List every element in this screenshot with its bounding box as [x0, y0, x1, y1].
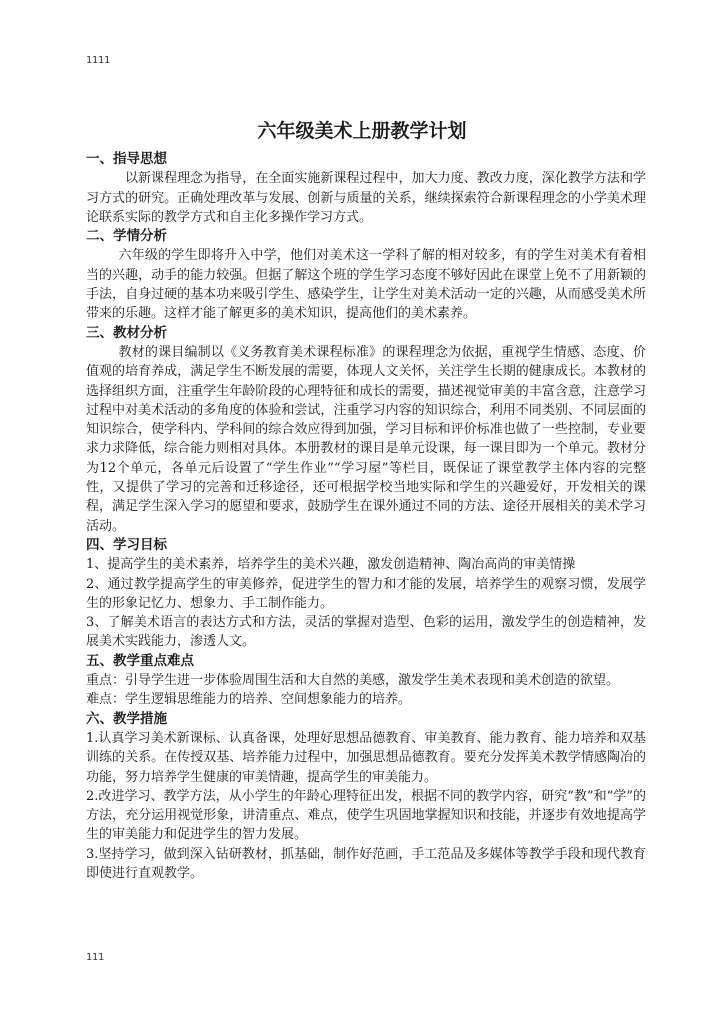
section-guiding-ideology — [86, 150, 646, 227]
section-student-analysis — [86, 227, 646, 323]
paragraph: 教材的课目编制以《义务教育美术课程标准》的课程理念为依据，重视学生情感、态度、价值观的培育养成，满足学生不断发展的需要，体现人文关怀，关注学生长期的健康成长。本教材的选择组织方面，注重学生年龄阶段的心理特征和成长的需要，描述视觉审美的丰富含意，注意学习过程中对美术活动的多角度的体验和尝试，注重学习内容的知识综合，利用不同类别、不同层面的知识综合，使学科内、学科间的综合效应得到加强，学习目标和评价标准也做了一些控制，专业要求力求降低，综合能力则相对具体。本册教材的课目是单元设课，每一课目即为一个单元。教材分为12个单元，各单元后设置了“学生作业”“学习屋”等栏目，既保证了课堂教学主体内容的完整性，又提供了学习的完善和迁移途径，还可根据学校当地实际和学生的兴趣爱好，开发相关的课程，满足学生深入学习的愿望和要求，鼓励学生在课外通过不同的方法、途径开展相关的美术学习活动。 — [86, 344, 646, 534]
section-heading: 四、学习目标 — [86, 536, 167, 553]
measure-item: 3.坚持学习，做到深入钻研教材，抓基础，制作好范画，手工范品及多媒体等教学手段和现代教育即使进行直观教学。 — [86, 846, 646, 881]
section-key-difficult-points — [86, 652, 646, 710]
paragraph: 六年级的学生即将升入中学，他们对美术这一学科了解的相对较多，有的学生对美术有着相当的兴趣，动手的能力较强。但据了解这个班的学生学习态度不够好因此在课堂上免不了用新颖的手法，自身过硬的基本功来吸引学生、感染学生，让学生对美术活动一定的兴趣，从而感受美术所带来的乐趣。这样才能了解更多的美术知识，提高他们的美术素养。 — [86, 248, 646, 322]
section-heading: 二、学情分析 — [86, 228, 167, 245]
section-heading: 六、教学措施 — [86, 710, 167, 727]
goal-item: 1、提高学生的美术素养，培养学生的美术兴趣，激发创造精神、陶冶高尚的审美情操 — [86, 557, 576, 573]
key-point: 重点：引导学生进一步体验周围生活和大自然的美感，激发学生美术表现和美术创造的欲望。 — [86, 673, 620, 689]
goal-item: 3、了解美术语言的表达方式和方法，灵活的掌握对造型、色彩的运用，激发学生的创造精神，发展美术实践能力，渗透人文。 — [86, 615, 646, 650]
section-heading: 一、指导思想 — [86, 151, 167, 167]
page-footer-mark: 111 — [86, 952, 105, 963]
measure-item: 2.改进学习、教学方法，从小学生的年龄心理特征出发，根据不同的教学内容，研究“教”和“学”的方法，充分运用视觉形象，讲清重点、难点，使学生巩固地掌握知识和技能，并逐步有效地提高学生的审美能力和促进学生的智力发展。 — [86, 788, 646, 843]
measure-item: 1.认真学习美术新课标、认真备课，处理好思想品德教育、审美教育、能力教育、能力培养和双基训练的关系。在传授双基、培养能力过程中，加强思想品德教育。要充分发挥美术教学情感陶冶的功能，努力培养学生健康的审美情趣，提高学生的审美能力。 — [86, 730, 646, 785]
page-header-mark: 1111 — [86, 55, 111, 66]
section-learning-goals — [86, 536, 646, 652]
section-textbook-analysis — [86, 324, 646, 536]
section-teaching-measures — [86, 710, 646, 884]
section-heading: 三、教材分析 — [86, 324, 167, 341]
goal-item: 2、通过教学提高学生的审美修养，促进学生的智力和才能的发展，培养学生的观察习惯，发展学生的形象记忆力、想象力、手工制作能力。 — [86, 576, 646, 611]
section-heading: 五、教学重点难点 — [86, 652, 194, 669]
document-body — [86, 150, 646, 883]
paragraph: 以新课程理念为指导，在全面实施新课程过程中，加大力度、教改力度，深化教学方法和学习方式的研究。正确处理改革与发展、创新与质量的关系，继续探索符合新课程理念的小学美术理论联系实际的教学方式和自主化多操作学习方式。 — [86, 171, 646, 225]
difficult-point: 难点：学生逻辑思维能力的培养、空间想象能力的培养。 — [86, 692, 412, 708]
document-title: 六年级美术上册教学计划 — [257, 119, 467, 142]
